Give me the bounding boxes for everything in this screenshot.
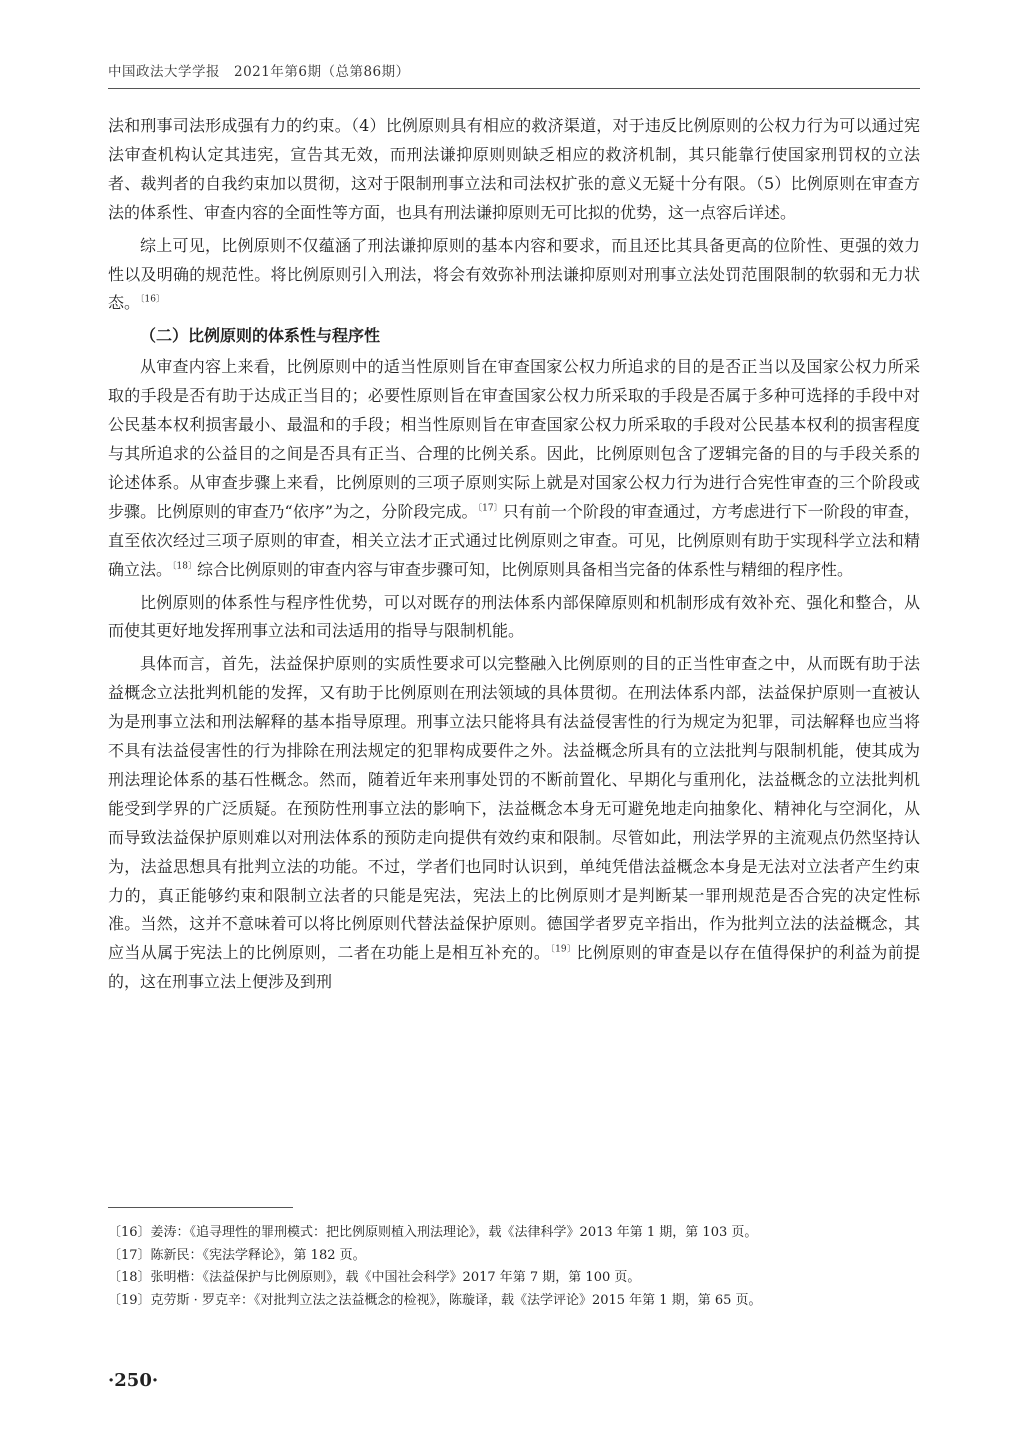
- footnote-ref-18[interactable]: 〔18〕: [172, 561, 197, 572]
- section-heading: （二）比例原则的体系性与程序性: [140, 326, 381, 346]
- article-body: [108, 112, 920, 1001]
- paragraph-text: 只有前一个阶段的审查通过，方考虑进行下一阶段的审查，直至依次经过三项子原则的审查，相关立法才正式通过比例原则之审查。可见，比例原则有助于实现科学立法和精确立法。: [108, 501, 920, 579]
- paragraph-text: 从审查内容上来看，比例原则中的适当性原则旨在审查国家公权力所追求的目的是否正当以及国家公权力所采取的手段是否有助于达成正当目的；必要性原则旨在审查国家公权力所采取的手段是否属于多种可选择的手段中对公民基本权利损害最小、最温和的手段；相当性原则旨在审查国家公权力所采取的手段对公民基本权利的损害程度与其所追求的公益目的之间是否具有正当、合理的比例关系。因此，比例原则包含了逻辑完备的目的与手段关系的论述体系。从审查步骤上来看，比例原则的三项子原则实际上就是对国家公权力行为进行合宪性审查的三个阶段或步骤。比例原则的审查乃“依序”为之，分阶段完成。: [108, 357, 920, 521]
- journal-issue-title: 中国政法大学学报 2021年第6期（总第86期）: [108, 64, 410, 80]
- footnote-divider: [108, 1207, 293, 1208]
- paragraph-text: 比例原则的体系性与程序性优势，可以对既存的刑法体系内部保障原则和机制形成有效补充、强化和整合，从而使其更好地发挥刑事立法和司法适用的指导与限制机能。: [108, 592, 920, 641]
- footnote-19: 〔19〕克劳斯 · 罗克辛：《对批判立法之法益概念的检视》，陈璇译，载《法学评论》2015 年第 1 期，第 65 页。: [108, 1292, 762, 1308]
- paragraph-continued: [108, 112, 920, 228]
- footnote-17: 〔17〕陈新民：《宪法学释论》，第 182 页。: [108, 1247, 366, 1263]
- footnote-ref-17[interactable]: 〔17〕: [477, 503, 503, 514]
- paragraph-advantage: [108, 589, 920, 647]
- paragraph-specifics: [108, 650, 920, 997]
- footnote-16: 〔16〕姜涛：《追寻理性的罪刑模式：把比例原则植入刑法理论》，载《法律科学》2013 年第 1 期，第 103 页。: [108, 1225, 758, 1240]
- running-header: [108, 60, 920, 89]
- footnote-ref-16[interactable]: 〔16〕: [140, 295, 165, 306]
- paragraph-review: [108, 353, 920, 584]
- paragraph-text: 法和刑事司法形成强有力的约束。（4）比例原则具有相应的救济渠道，对于违反比例原则的公权力行为可以通过宪法审查机构认定其违宪，宣告其无效，而刑法谦抑原则则缺乏相应的救济机制，其只能靠行使国家刑罚权的立法者、裁判者的自我约束加以贯彻，这对于限制刑事立法和司法权扩张的意义无疑十分有限。（5）比例原则在审查方法的体系性、审查内容的全面性等方面，也具有刑法谦抑原则无可比拟的优势，这一点容后详述。: [108, 116, 920, 222]
- paragraph-text: 比例原则的审查是以存在值得保护的利益为前提的，这在刑事立法上便涉及到刑: [108, 943, 920, 992]
- paragraph-text: 综合比例原则的审查内容与审查步骤可知，比例原则具备相当完备的体系性与精细的程序性。: [196, 559, 853, 579]
- page-number: ·250·: [108, 1370, 159, 1391]
- footnotes: [108, 1222, 920, 1312]
- footnote-ref-19[interactable]: 〔19〕: [550, 945, 577, 956]
- footnote-18: 〔18〕张明楷：《法益保护与比例原则》，载《中国社会科学》2017 年第 7 期，第 100 页。: [108, 1270, 641, 1285]
- paragraph-summary: [108, 232, 920, 319]
- paragraph-text: 具体而言，首先，法益保护原则的实质性要求可以完整融入比例原则的目的正当性审查之中，从而既有助于法益概念立法批判机能的发挥，又有助于比例原则在刑法领域的具体贯彻。在刑法体系内部，法益保护原则一直被认为是刑事立法和刑法解释的基本指导原理。刑事立法只能将具有法益侵害性的行为规定为犯罪，司法解释也应当将不具有法益侵害性的行为排除在刑法规定的犯罪构成要件之外。法益概念所具有的立法批判与限制机能，使其成为刑法理论体系的基石性概念。然而，随着近年来刑事处罚的不断前置化、早期化与重刑化，法益概念的立法批判机能受到学界的广泛质疑。在预防性刑事立法的影响下，法益概念本身无可避免地走向抽象化、精神化与空洞化，从而导致法益保护原则难以对刑法体系的预防走向提供有效约束和限制。尽管如此，刑法学界的主流观点仍然坚持认为，法益思想具有批判立法的功能。不过，学者们也同时认识到，单纯凭借法益概念本身是无法对立法者产生约束力的，真正能够约束和限制立法者的只能是宪法，宪法上的比例原则才是判断某一罪刑规范是否合宪的决定性标准。当然，这并不意味着可以将比例原则代替法益保护原则。德国学者罗克辛指出，作为批判立法的法益概念，其应当从属于宪法上的比例原则，二者在功能上是相互补充的。: [108, 654, 920, 963]
- paragraph-text: 综上可见，比例原则不仅蕴涵了刑法谦抑原则的基本内容和要求，而且还比其具备更高的位阶性、更强的效力性以及明确的规范性。将比例原则引入刑法，将会有效弥补刑法谦抑原则对刑事立法处罚范围限制的软弱和无力状态。: [108, 235, 920, 313]
